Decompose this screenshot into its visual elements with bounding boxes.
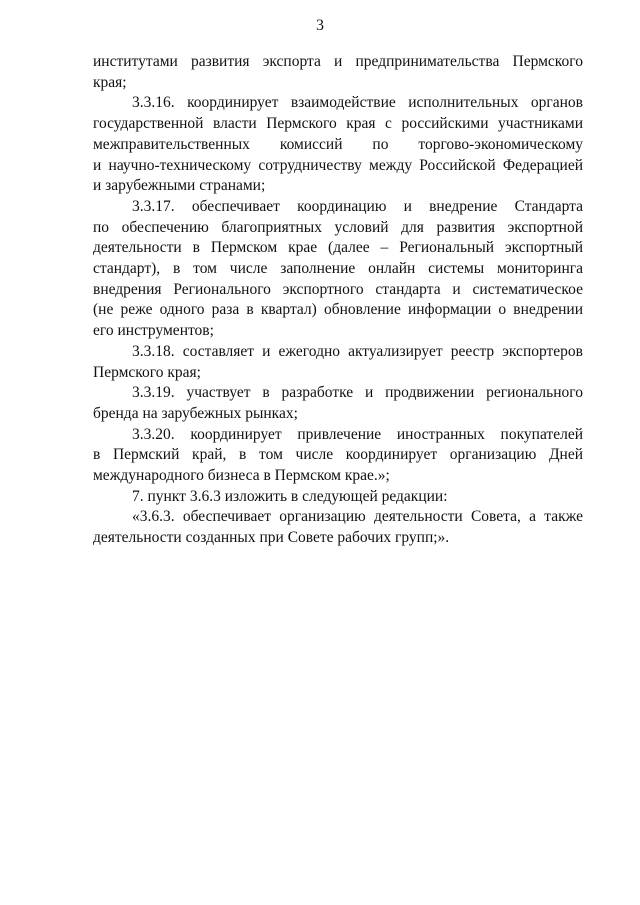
text-line: и научно-техническому сотрудничеству между Российской Федерацией xyxy=(93,156,583,174)
text-line: институтами развития экспорта и предпринимательства Пермского xyxy=(93,53,583,70)
text-line: 3.3.16. координирует взаимодействие исполнительных органов xyxy=(132,94,583,112)
text-line: 3.3.17. обеспечивает координацию и внедрение Стандарта xyxy=(132,197,583,215)
text-line: государственной власти Пермского края с российскими участниками xyxy=(93,115,583,133)
paragraph-continuation xyxy=(93,52,583,93)
text-line: межправительственных комиссий по торгово-экономическому xyxy=(93,135,583,153)
paragraph-3-3-19 xyxy=(93,383,583,424)
text-line: международного бизнеса в Пермском крае.»; xyxy=(93,467,390,485)
text-line: по обеспечению благоприятных условий для развития экспортной xyxy=(93,218,583,236)
text-line: деятельности в Пермском крае (далее – Региональный экспортный xyxy=(93,239,583,257)
text-line: края; xyxy=(93,73,127,91)
paragraph-3-3-18 xyxy=(93,342,583,383)
page-number: 3 xyxy=(316,17,324,34)
text-line: 7. пункт 3.6.3 изложить в следующей редакции: xyxy=(132,487,448,505)
text-line: (не реже одного раза в квартал) обновление информации о внедрении xyxy=(93,301,583,319)
text-line: «3.6.3. обеспечивает организацию деятельности Совета, а также xyxy=(132,508,583,526)
text-line: 3.3.19. участвует в разработке и продвижении регионального xyxy=(132,384,583,402)
paragraph-item-7 xyxy=(93,487,583,508)
text-line: 3.3.20. координирует привлечение иностранных покупателей xyxy=(132,425,583,443)
text-line: в Пермский край, в том числе координирует организацию Дней xyxy=(93,446,583,464)
text-line: 3.3.18. составляет и ежегодно актуализирует реестр экспортеров xyxy=(132,342,583,360)
paragraph-3-3-17 xyxy=(93,197,583,342)
text-line: стандарт), в том числе заполнение онлайн системы мониторинга xyxy=(93,260,583,278)
text-line: и зарубежными странами; xyxy=(93,177,266,195)
text-line: внедрения Регионального экспортного стандарта и систематическое xyxy=(93,280,583,298)
document-body xyxy=(93,52,583,549)
text-line: деятельности созданных при Совете рабочих групп;». xyxy=(93,529,450,547)
text-line: Пермского края; xyxy=(93,363,201,381)
text-line: бренда на зарубежных рынках; xyxy=(93,404,298,422)
paragraph-3-3-16 xyxy=(93,93,583,197)
text-line: его инструментов; xyxy=(93,322,214,340)
paragraph-3-3-20 xyxy=(93,425,583,487)
paragraph-3-6-3 xyxy=(93,507,583,548)
